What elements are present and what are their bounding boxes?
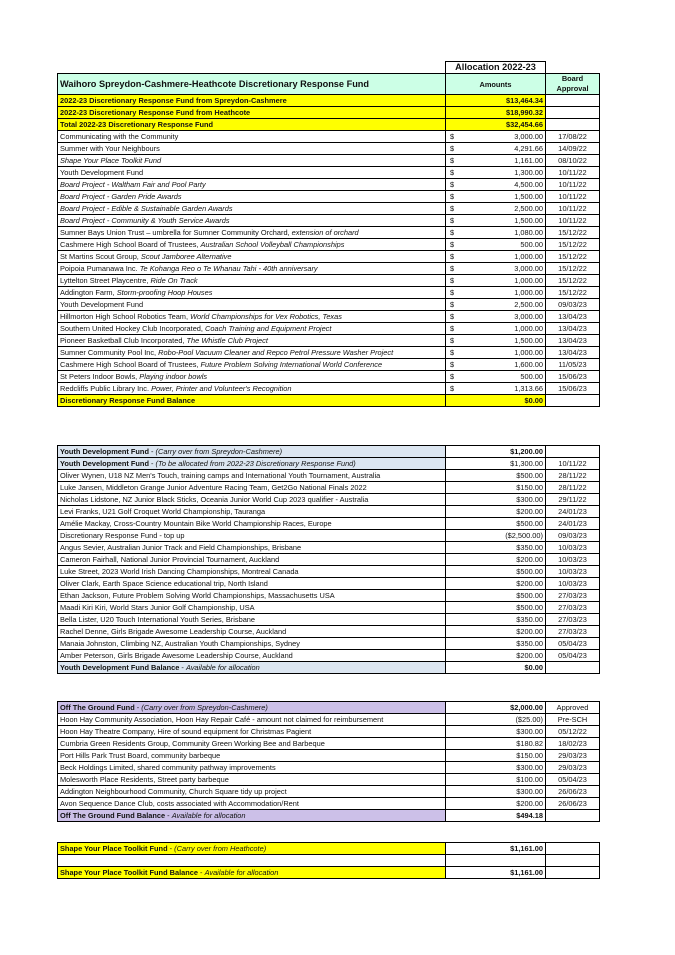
drf-table-row xyxy=(58,299,600,311)
ydf-row-description: Rachel Denne, Girls Brigade Awesome Leadership Course, Auckland xyxy=(58,626,446,638)
ydf-row-description: Luke Street, 2023 World Irish Dancing Championships, Montreal Canada xyxy=(58,566,446,578)
otg-table-row xyxy=(58,798,600,810)
ydf-table-row xyxy=(58,602,600,614)
drf-row-amount-cell xyxy=(446,371,546,383)
syp-balance-amount: $1,161.00 xyxy=(446,866,546,878)
drf-table-row xyxy=(58,311,600,323)
drf-row-recipient: Summer with Your Neighbours xyxy=(60,144,160,153)
otg-row-amount: $300.00 xyxy=(446,762,546,774)
drf-table-row xyxy=(58,347,600,359)
ydf-table-row xyxy=(58,566,600,578)
ydf-row-date: 10/03/23 xyxy=(546,554,600,566)
ydf-row-description: Amélie Mackay, Cross-Country Mountain Bike World Championship Races, Europe xyxy=(58,518,446,530)
drf-row-currency: $ xyxy=(450,324,455,333)
drf-row-currency: $ xyxy=(450,204,455,213)
ydf-row-amount: $300.00 xyxy=(446,494,546,506)
drf-row-amount: 500.00 xyxy=(520,372,543,381)
otg-row-description: Molesworth Place Residents, Street party barbeque xyxy=(58,774,446,786)
drf-table-row xyxy=(58,191,600,203)
syp-carryover-amount: $1,161.00 xyxy=(446,843,546,855)
drf-row-currency: $ xyxy=(450,360,455,369)
drf-row-currency: $ xyxy=(450,300,455,309)
drf-table-row xyxy=(58,239,600,251)
drf-row-approval-date: 10/11/22 xyxy=(546,215,600,227)
drf-row-amount: 1,000.00 xyxy=(514,288,543,297)
drf-row-amount-cell xyxy=(446,275,546,287)
otg-carryover-label: Off The Ground Fund - (Carry over from Spreydon-Cashmere) xyxy=(58,702,446,714)
drf-row-project: Storm-proofing Hoop Houses xyxy=(116,288,213,297)
drf-row-approval-date: 13/04/23 xyxy=(546,323,600,335)
drf-table-row xyxy=(58,155,600,167)
ydf-table-row xyxy=(58,494,600,506)
drf-row-recipient: Communicating with the Community xyxy=(60,132,179,141)
drf-row-description xyxy=(58,311,446,323)
ydf-row-description: Manaia Johnston, Climbing NZ, Australian Youth Championships, Sydney xyxy=(58,638,446,650)
otg-row-amount: $150.00 xyxy=(446,750,546,762)
drf-row-approval-date: 11/05/23 xyxy=(546,359,600,371)
drf-row-approval-date: 15/12/22 xyxy=(546,263,600,275)
drf-row-description xyxy=(58,191,446,203)
drf-row-currency: $ xyxy=(450,288,455,297)
drf-row-project: Ride On Track xyxy=(150,276,198,285)
drf-row-description xyxy=(58,215,446,227)
drf-row-approval-date: 13/04/23 xyxy=(546,347,600,359)
drf-row-currency: $ xyxy=(450,216,455,225)
ydf-row-date: 05/04/23 xyxy=(546,638,600,650)
otg-row-description: Hoon Hay Community Association, Hoon Hay Repair Café - amount not claimed for reimbursement xyxy=(58,714,446,726)
ydf-row-amount: $350.00 xyxy=(446,542,546,554)
drf-row-amount-cell xyxy=(446,239,546,251)
ydf-table-row xyxy=(58,638,600,650)
drf-row-amount-cell xyxy=(446,287,546,299)
ydf-table-row xyxy=(58,626,600,638)
ydf-row-amount: $200.00 xyxy=(446,554,546,566)
otg-row-description: Hoon Hay Theatre Company, Hire of sound equipment for Christmas Pagient xyxy=(58,726,446,738)
drf-row-recipient: Cashmere High School Board of Trustees, xyxy=(60,360,201,369)
otg-row-amount: $200.00 xyxy=(446,798,546,810)
drf-row-amount-cell xyxy=(446,215,546,227)
drf-row-description xyxy=(58,335,446,347)
amounts-header: Amounts xyxy=(446,74,546,95)
drf-row-description xyxy=(58,371,446,383)
otg-row-date: 05/04/23 xyxy=(546,774,600,786)
otg-row-amount: $100.00 xyxy=(446,774,546,786)
ydf-row-date: 24/01/23 xyxy=(546,518,600,530)
off-the-ground-fund-table xyxy=(57,701,600,822)
drf-balance-label: Discretionary Response Fund Balance xyxy=(58,395,446,407)
drf-row-description xyxy=(58,263,446,275)
ydf-row-description: Discretionary Response Fund - top up xyxy=(58,530,446,542)
ydf-row-description: Maadi Kiri Kiri, World Stars Junior Golf Championship, USA xyxy=(58,602,446,614)
drf-table-row xyxy=(58,371,600,383)
drf-row-project: Robo-Pool Vacuum Cleaner and Repco Petrol Pressure Washer Project xyxy=(158,348,394,357)
drf-summary-amount: $32,454.66 xyxy=(446,119,546,131)
drf-row-description xyxy=(58,179,446,191)
otg-row-date: 29/03/23 xyxy=(546,762,600,774)
ydf-table-row xyxy=(58,554,600,566)
drf-row-project: Board Project - Community & Youth Service Awards xyxy=(60,216,230,225)
drf-table-row xyxy=(58,215,600,227)
ydf-row-date: 27/03/23 xyxy=(546,626,600,638)
drf-row-recipient: Cashmere High School Board of Trustees, xyxy=(60,240,201,249)
drf-row-description xyxy=(58,131,446,143)
ydf-row-description: Angus Sevier, Australian Junior Track and Field Championships, Brisbane xyxy=(58,542,446,554)
drf-table-row xyxy=(58,383,600,395)
drf-row-currency: $ xyxy=(450,348,455,357)
drf-row-project: Shape Your Place Toolkit Fund xyxy=(60,156,162,165)
drf-row-description xyxy=(58,299,446,311)
ydf-balance-amount: $0.00 xyxy=(446,662,546,674)
drf-row-amount: 1,000.00 xyxy=(514,252,543,261)
drf-row-project: Te Kohanga Reo o Te Whanau Tahi - 40th anniversary xyxy=(139,264,318,273)
drf-row-amount-cell xyxy=(446,227,546,239)
drf-table-row xyxy=(58,287,600,299)
drf-table-row xyxy=(58,251,600,263)
drf-row-currency: $ xyxy=(450,156,455,165)
drf-row-recipient: Youth Development Fund xyxy=(60,300,144,309)
drf-row-description xyxy=(58,167,446,179)
ydf-row-description: Amber Peterson, Girls Brigade Awesome Leadership Course, Auckland xyxy=(58,650,446,662)
drf-table-row xyxy=(58,263,600,275)
drf-row-approval-date: 13/04/23 xyxy=(546,311,600,323)
drf-row-amount: 1,000.00 xyxy=(514,276,543,285)
ydf-row-amount: $350.00 xyxy=(446,638,546,650)
drf-row-approval-date: 17/08/22 xyxy=(546,131,600,143)
drf-row-currency: $ xyxy=(450,276,455,285)
drf-table-row xyxy=(58,143,600,155)
otg-table-row xyxy=(58,750,600,762)
drf-row-approval-date: 15/12/22 xyxy=(546,275,600,287)
ydf-row-date: 28/11/22 xyxy=(546,470,600,482)
drf-summary-row xyxy=(58,95,600,107)
drf-row-approval-date: 13/04/23 xyxy=(546,335,600,347)
drf-row-recipient: Southern United Hockey Club Incorporated, xyxy=(60,324,206,333)
drf-row-amount-cell xyxy=(446,167,546,179)
drf-row-amount-cell xyxy=(446,335,546,347)
ydf-row-date: 29/11/22 xyxy=(546,494,600,506)
syp-carryover-label: Shape Your Place Toolkit Fund - (Carry over from Heathcote) xyxy=(58,843,446,855)
ydf-row-date: 09/03/23 xyxy=(546,530,600,542)
syp-empty-row xyxy=(58,855,446,867)
ydf-row-date: 10/03/23 xyxy=(546,566,600,578)
drf-row-currency: $ xyxy=(450,336,455,345)
otg-row-amount: $180.82 xyxy=(446,738,546,750)
drf-row-project: Playing indoor bowls xyxy=(139,372,208,381)
drf-row-project: World Championships for Vex Robotics, Texas xyxy=(190,312,342,321)
ydf-row-amount: $200.00 xyxy=(446,506,546,518)
otg-row-date: 26/06/23 xyxy=(546,786,600,798)
ydf-table-row xyxy=(58,530,600,542)
drf-summary-label: Total 2022-23 Discretionary Response Fund xyxy=(58,119,446,131)
ydf-table-row xyxy=(58,650,600,662)
drf-row-amount: 1,000.00 xyxy=(514,348,543,357)
drf-row-description xyxy=(58,359,446,371)
drf-row-recipient: Pioneer Basketball Club Incorporated, xyxy=(60,336,187,345)
otg-balance-amount: $494.18 xyxy=(446,810,546,822)
drf-row-currency: $ xyxy=(450,312,455,321)
otg-row-description: Cumbria Green Residents Group, Community Green Working Bee and Barbeque xyxy=(58,738,446,750)
ydf-row-amount: $500.00 xyxy=(446,566,546,578)
drf-row-description xyxy=(58,155,446,167)
drf-row-amount: 1,080.00 xyxy=(514,228,543,237)
ydf-row-description: Bella Lister, U20 Touch International Youth Series, Brisbane xyxy=(58,614,446,626)
drf-row-approval-date: 15/12/22 xyxy=(546,239,600,251)
drf-row-description xyxy=(58,323,446,335)
drf-row-currency: $ xyxy=(450,180,455,189)
ydf-row-amount: $150.00 xyxy=(446,482,546,494)
drf-summary-label: 2022-23 Discretionary Response Fund from Heathcote xyxy=(58,107,446,119)
drf-row-amount: 1,000.00 xyxy=(514,324,543,333)
drf-row-recipient: Lyttelton Street Playcentre, xyxy=(60,276,151,285)
ydf-allocated-amount: $1,300.00 xyxy=(446,458,546,470)
ydf-table-row xyxy=(58,542,600,554)
drf-row-recipient: Sumner Community Pool Inc, xyxy=(60,348,159,357)
drf-balance-amount: $0.00 xyxy=(446,395,546,407)
drf-row-amount: 1,161.00 xyxy=(514,156,543,165)
ydf-balance-label: Youth Development Fund Balance - Available for allocation xyxy=(58,662,446,674)
ydf-row-description: Oliver Clark, Earth Space Science educational trip, North Island xyxy=(58,578,446,590)
drf-row-project: Australian School Volleyball Championships xyxy=(200,240,345,249)
drf-table-row xyxy=(58,167,600,179)
ydf-row-amount: $500.00 xyxy=(446,590,546,602)
drf-row-currency: $ xyxy=(450,132,455,141)
drf-row-approval-date: 10/11/22 xyxy=(546,191,600,203)
ydf-row-date: 27/03/23 xyxy=(546,602,600,614)
drf-row-amount: 3,000.00 xyxy=(514,312,543,321)
otg-table-row xyxy=(58,726,600,738)
drf-row-amount: 1,500.00 xyxy=(514,336,543,345)
drf-row-approval-date: 14/09/22 xyxy=(546,143,600,155)
drf-row-recipient: Redcliffs Public Library Inc. xyxy=(60,384,152,393)
drf-table-row xyxy=(58,227,600,239)
ydf-table-row xyxy=(58,506,600,518)
ydf-row-description: Luke Jansen, Middleton Grange Junior Adventure Racing Team, Get2Go National Finals 2022 xyxy=(58,482,446,494)
otg-table-row xyxy=(58,714,600,726)
ydf-row-date: 27/03/23 xyxy=(546,590,600,602)
drf-summary-amount: $13,464.34 xyxy=(446,95,546,107)
drf-row-project: extension of orchard xyxy=(291,228,359,237)
ydf-row-description: Oliver Wynen, U18 NZ Men's Touch, training camps and International Youth Tournament, Australia xyxy=(58,470,446,482)
discretionary-response-fund-table xyxy=(57,61,600,407)
drf-row-amount-cell xyxy=(446,299,546,311)
ydf-allocated-label: Youth Development Fund - (To be allocated from 2022-23 Discretionary Response Fund) xyxy=(58,458,446,470)
drf-row-recipient: St Peters Indoor Bowls, xyxy=(60,372,140,381)
ydf-row-amount: $500.00 xyxy=(446,602,546,614)
otg-row-description: Addington Neighbourhood Community, Church Square tidy up project xyxy=(58,786,446,798)
drf-row-description xyxy=(58,227,446,239)
drf-summary-row xyxy=(58,107,600,119)
drf-row-approval-date: 10/11/22 xyxy=(546,179,600,191)
drf-row-amount-cell xyxy=(446,323,546,335)
drf-row-amount-cell xyxy=(446,155,546,167)
ydf-row-amount: $350.00 xyxy=(446,614,546,626)
ydf-row-amount: ($2,500.00) xyxy=(446,530,546,542)
drf-row-amount-cell xyxy=(446,203,546,215)
allocation-header: Allocation 2022-23 xyxy=(446,62,546,74)
youth-development-fund-table xyxy=(57,445,600,674)
drf-row-approval-date: 15/06/23 xyxy=(546,383,600,395)
drf-row-project: Board Project - Edible & Sustainable Garden Awards xyxy=(60,204,233,213)
drf-row-recipient: Hillmorton High School Robotics Team, xyxy=(60,312,191,321)
drf-row-currency: $ xyxy=(450,144,455,153)
drf-table-row xyxy=(58,203,600,215)
ydf-table-row xyxy=(58,470,600,482)
drf-row-amount: 1,600.00 xyxy=(514,360,543,369)
drf-row-amount-cell xyxy=(446,311,546,323)
ydf-row-description: Nicholas Lidstone, NZ Junior Black Sticks, Oceania Junior World Cup 2023 qualifier - Australia xyxy=(58,494,446,506)
drf-row-project: Power, Printer and Volunteer's Recognition xyxy=(151,384,292,393)
drf-row-currency: $ xyxy=(450,192,455,201)
drf-row-currency: $ xyxy=(450,240,455,249)
drf-table-row xyxy=(58,335,600,347)
drf-row-currency: $ xyxy=(450,372,455,381)
otg-row-date: 26/06/23 xyxy=(546,798,600,810)
drf-row-amount: 1,500.00 xyxy=(514,192,543,201)
drf-row-currency: $ xyxy=(450,168,455,177)
drf-row-description xyxy=(58,143,446,155)
drf-row-amount-cell xyxy=(446,347,546,359)
drf-summary-row xyxy=(58,119,600,131)
otg-row-date: 18/02/23 xyxy=(546,738,600,750)
syp-balance-label: Shape Your Place Toolkit Fund Balance - Available for allocation xyxy=(58,866,446,878)
drf-row-amount: 1,313.66 xyxy=(514,384,543,393)
drf-summary-amount: $18,990.32 xyxy=(446,107,546,119)
ydf-row-date: 10/03/23 xyxy=(546,578,600,590)
drf-row-amount: 500.00 xyxy=(520,240,543,249)
drf-row-description xyxy=(58,383,446,395)
drf-row-description xyxy=(58,275,446,287)
drf-row-approval-date: 15/06/23 xyxy=(546,371,600,383)
otg-table-row xyxy=(58,774,600,786)
ydf-row-amount: $500.00 xyxy=(446,470,546,482)
otg-carryover-amount: $2,000.00 xyxy=(446,702,546,714)
otg-row-amount: $300.00 xyxy=(446,786,546,798)
drf-row-amount-cell xyxy=(446,359,546,371)
ydf-row-date: 27/03/23 xyxy=(546,614,600,626)
otg-row-amount: ($25.00) xyxy=(446,714,546,726)
ydf-row-amount: $500.00 xyxy=(446,518,546,530)
ydf-row-date: 24/01/23 xyxy=(546,506,600,518)
drf-row-project: Board Project - Waltham Fair and Pool Party xyxy=(60,180,206,189)
drf-row-amount: 1,300.00 xyxy=(514,168,543,177)
shape-your-place-fund-table xyxy=(57,842,600,879)
otg-table-row xyxy=(58,762,600,774)
ydf-row-description: Ethan Jackson, Future Problem Solving World Championships, Massachusetts USA xyxy=(58,590,446,602)
drf-row-amount: 4,500.00 xyxy=(514,180,543,189)
otg-table-row xyxy=(58,786,600,798)
drf-row-amount-cell xyxy=(446,143,546,155)
drf-row-description xyxy=(58,239,446,251)
drf-row-description xyxy=(58,347,446,359)
ydf-row-date: 10/03/23 xyxy=(546,542,600,554)
otg-balance-label: Off The Ground Fund Balance - Available for allocation xyxy=(58,810,446,822)
drf-row-project: Coach Training and Equipment Project xyxy=(205,324,332,333)
drf-row-amount-cell xyxy=(446,131,546,143)
drf-row-amount: 3,000.00 xyxy=(514,264,543,273)
drf-row-project: Board Project - Garden Pride Awards xyxy=(60,192,182,201)
drf-row-amount-cell xyxy=(446,263,546,275)
drf-row-recipient: Addington Farm, xyxy=(60,288,117,297)
drf-row-project: Future Problem Solving International World Conference xyxy=(200,360,383,369)
drf-row-approval-date: 09/03/23 xyxy=(546,299,600,311)
drf-row-project: Scout Jamboree Alternative xyxy=(140,252,232,261)
drf-row-amount: 3,000.00 xyxy=(514,132,543,141)
ydf-row-amount: $200.00 xyxy=(446,650,546,662)
otg-table-row xyxy=(58,738,600,750)
ydf-row-date: 05/04/23 xyxy=(546,650,600,662)
drf-table-row xyxy=(58,359,600,371)
drf-row-currency: $ xyxy=(450,228,455,237)
drf-row-approval-date: 10/11/22 xyxy=(546,203,600,215)
drf-row-approval-date: 15/12/22 xyxy=(546,287,600,299)
drf-row-approval-date: 08/10/22 xyxy=(546,155,600,167)
drf-row-currency: $ xyxy=(450,384,455,393)
ydf-table-row xyxy=(58,518,600,530)
otg-row-description: Avon Sequence Dance Club, costs associated with Accommodation/Rent xyxy=(58,798,446,810)
drf-row-recipient: Poipoia Pumanawa Inc. xyxy=(60,264,140,273)
drf-row-amount: 2,500.00 xyxy=(514,300,543,309)
otg-row-description: Beck Holdings Limited, shared community pathway improvements xyxy=(58,762,446,774)
drf-summary-label: 2022-23 Discretionary Response Fund from Spreydon-Cashmere xyxy=(58,95,446,107)
drf-row-amount: 2,500.00 xyxy=(514,204,543,213)
ydf-carryover-label: Youth Development Fund - (Carry over from Spreydon-Cashmere) xyxy=(58,446,446,458)
drf-row-amount-cell xyxy=(446,251,546,263)
drf-table-row xyxy=(58,179,600,191)
ydf-row-amount: $200.00 xyxy=(446,578,546,590)
drf-row-description xyxy=(58,287,446,299)
drf-row-amount-cell xyxy=(446,179,546,191)
drf-table-row xyxy=(58,131,600,143)
ydf-row-description: Levi Franks, U21 Golf Croquet World Championship, Tauranga xyxy=(58,506,446,518)
drf-row-recipient: Sumner Bays Union Trust – umbrella for Sumner Community Orchard, xyxy=(60,228,292,237)
ydf-row-description: Cameron Fairhall, National Junior Provincial Tournament, Auckland xyxy=(58,554,446,566)
drf-row-amount-cell xyxy=(446,383,546,395)
ydf-row-amount: $200.00 xyxy=(446,626,546,638)
ydf-table-row xyxy=(58,578,600,590)
drf-row-amount: 4,291.66 xyxy=(514,144,543,153)
otg-row-date: Pre-SCH xyxy=(546,714,600,726)
drf-table-row xyxy=(58,275,600,287)
ydf-table-row xyxy=(58,614,600,626)
fund-title: Waihoro Spreydon-Cashmere-Heathcote Discretionary Response Fund xyxy=(58,74,446,95)
drf-row-description xyxy=(58,251,446,263)
ydf-row-date: 28/11/22 xyxy=(546,482,600,494)
drf-table-row xyxy=(58,323,600,335)
drf-row-recipient: St Martins Scout Group, xyxy=(60,252,141,261)
board-approval-header: Board Approval xyxy=(546,74,600,95)
drf-row-currency: $ xyxy=(450,264,455,273)
ydf-carryover-amount: $1,200.00 xyxy=(446,446,546,458)
ydf-table-row xyxy=(58,482,600,494)
drf-row-currency: $ xyxy=(450,252,455,261)
drf-row-approval-date: 15/12/22 xyxy=(546,227,600,239)
otg-row-date: 05/12/22 xyxy=(546,726,600,738)
otg-row-description: Port Hills Park Trust Board, community barbeque xyxy=(58,750,446,762)
drf-row-amount-cell xyxy=(446,191,546,203)
drf-row-description xyxy=(58,203,446,215)
otg-row-amount: $300.00 xyxy=(446,726,546,738)
drf-row-amount: 1,500.00 xyxy=(514,216,543,225)
ydf-allocated-date: 10/11/22 xyxy=(546,458,600,470)
otg-row-date: 29/03/23 xyxy=(546,750,600,762)
drf-row-project: The Whistle Club Project xyxy=(186,336,268,345)
drf-row-recipient: Youth Development Fund xyxy=(60,168,144,177)
ydf-table-row xyxy=(58,590,600,602)
drf-row-approval-date: 10/11/22 xyxy=(546,167,600,179)
drf-row-approval-date: 15/12/22 xyxy=(546,251,600,263)
otg-approved-header: Approved xyxy=(546,702,600,714)
